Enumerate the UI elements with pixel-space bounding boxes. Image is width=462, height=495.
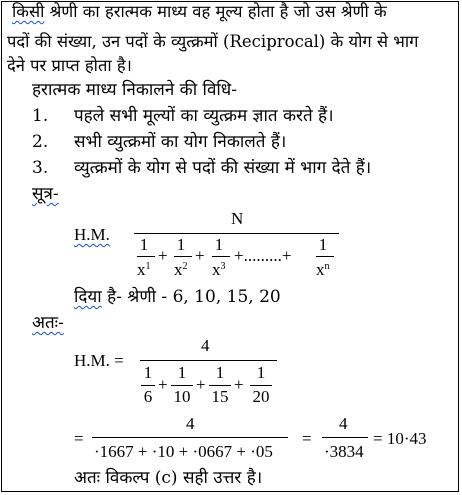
calc2-numerator-2: 4 bbox=[339, 414, 348, 433]
step-3-number: 3. bbox=[32, 158, 49, 178]
step-1-text: पहले सभी मूल्यों का व्युत्क्रम ज्ञात करते हैं। bbox=[74, 106, 334, 126]
formula-term3-num: 1 bbox=[214, 235, 224, 254]
method-heading: हरात्मक माध्य निकालने की विधि- bbox=[32, 80, 237, 100]
intro-line-3: देने पर प्राप्त होता है। bbox=[7, 56, 132, 75]
formula-term1-num: 1 bbox=[139, 235, 149, 254]
formula-term3-den: $x^3$ bbox=[212, 260, 226, 279]
calc2-fraction-bar-2 bbox=[322, 437, 368, 438]
calc2-fraction-bar bbox=[92, 437, 288, 438]
formula-term2-num: 1 bbox=[176, 235, 186, 254]
given-word-diya: दिया bbox=[74, 287, 102, 307]
formula-lhs: H.M. bbox=[74, 225, 110, 244]
calc2-equals: = bbox=[74, 429, 84, 448]
formula-termn-den: $x^n$ bbox=[316, 260, 330, 279]
step-2-text: सभी व्युत्क्रमों का योग निकालते हैं। bbox=[74, 132, 287, 152]
calc2-result: = 10·43 bbox=[373, 429, 427, 448]
intro-word-kisi: किसी bbox=[12, 2, 45, 21]
formula-dots: +.........+ bbox=[234, 246, 292, 265]
calc-plus-2: + bbox=[196, 375, 206, 394]
formula-numerator: N bbox=[231, 209, 244, 228]
calc-term4-bar bbox=[250, 385, 272, 386]
step-2-number: 2. bbox=[32, 132, 49, 152]
formula-term1-bar bbox=[137, 256, 155, 257]
calc-term4-num: 1 bbox=[256, 363, 266, 382]
calc-term1-den: 6 bbox=[143, 387, 153, 406]
intro-line-1: किसी श्रेणी का हरात्मक माध्य वह मूल्य होता है जो उस श्रेणी के bbox=[12, 2, 387, 21]
answer-text: अतः विकल्प (c) सही उत्तर है। bbox=[74, 468, 263, 488]
step-1-number: 1. bbox=[32, 106, 49, 126]
formula-term2-bar bbox=[174, 256, 192, 257]
formula-plus-2: + bbox=[195, 246, 205, 265]
intro-line-2: पदों की संख्या, उन पदों के व्युत्क्रमों (Reciprocal) के योग से भाग bbox=[7, 32, 419, 51]
formula-termn-bar bbox=[316, 256, 334, 257]
formula-termn-num: 1 bbox=[318, 235, 328, 254]
calc-term3-bar bbox=[209, 385, 231, 386]
calc-plus-3: + bbox=[234, 375, 244, 394]
calc-term4-den: 20 bbox=[252, 387, 270, 406]
calc-lhs: H.M. = bbox=[74, 351, 124, 370]
formula-term3-bar bbox=[212, 256, 230, 257]
calc2-denominator-2: ·3834 bbox=[324, 442, 364, 461]
given-series: दिया है- श्रेणी - 6, 10, 15, 20 bbox=[74, 287, 281, 307]
calc2-denominator: ·1667 + ·10 + ·0667 + ·05 bbox=[94, 442, 273, 461]
formula-term2-den: $x^2$ bbox=[174, 260, 188, 279]
calc-term1-num: 1 bbox=[143, 363, 153, 382]
calc-term3-den: 15 bbox=[211, 387, 229, 406]
calc-numerator: 4 bbox=[201, 336, 210, 355]
calc-fraction-bar bbox=[140, 360, 277, 361]
calc-term2-bar bbox=[171, 385, 193, 386]
step-3-text: व्युत्क्रमों के योग से पदों की संख्या में भाग देते हैं। bbox=[74, 158, 372, 178]
calc-term1-bar bbox=[141, 385, 155, 386]
formula-term1-den: $x^1$ bbox=[137, 260, 151, 279]
calc-term2-den: 10 bbox=[173, 387, 191, 406]
formula-fraction-bar bbox=[134, 233, 339, 234]
formula-plus-1: + bbox=[158, 246, 168, 265]
calc-plus-1: + bbox=[158, 375, 168, 394]
calc-term3-num: 1 bbox=[215, 363, 225, 382]
calc2-equals-2: = bbox=[302, 429, 312, 448]
formula-label: सूत्र- bbox=[32, 184, 59, 204]
calc-term2-num: 1 bbox=[177, 363, 187, 382]
therefore-label: अतः- bbox=[32, 313, 64, 333]
calc2-numerator: 4 bbox=[186, 414, 195, 433]
